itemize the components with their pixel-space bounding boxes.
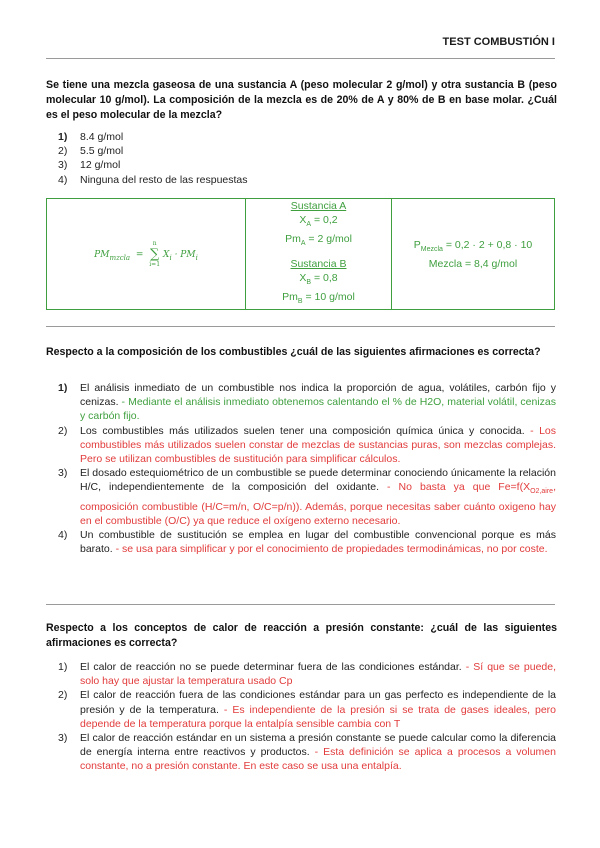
option-number: 4) (58, 529, 68, 542)
question-1-option-2 (58, 144, 556, 158)
substance-a-fraction: $X_A = 0,2$ (299, 214, 338, 229)
section-divider-1 (46, 326, 555, 327)
sum-upper: n (152, 239, 157, 247)
option-number: 3) (58, 467, 68, 480)
option-note: - se usa para simplificar y por el conocimiento de propiedades termodinámicas, no por coste. (112, 543, 548, 556)
data-cell (246, 199, 392, 310)
option-number: 4) (58, 173, 68, 186)
result-cell (392, 199, 555, 310)
question-1-option-3 (58, 158, 556, 172)
question-2-options (58, 381, 556, 557)
option-number: 2) (58, 145, 68, 158)
option-text: 8.4 g/mol (80, 131, 124, 143)
header-divider (46, 58, 555, 59)
substance-b-weight: $Pm_B = 10$ g/mol (282, 291, 355, 306)
question-2-option-4 (58, 528, 556, 556)
substance-b-title: Sustancia B (290, 258, 347, 271)
question-2-option-3 (58, 466, 556, 528)
question-3-option-1 (58, 660, 556, 688)
option-note: - Los combustibles más utilizados suelen constar de mezclas de sustancias puras, son mezclas complejas. Pero se utilizan combustibles de sustitución para simplificar cálculos. (80, 424, 556, 466)
option-number: 1) (58, 131, 68, 143)
option-text: El calor de reacción no se puede determinar fuera de las condiciones estándar. - Sí que se puede, solo hay que ajustar la temperatura usado Cp (80, 661, 557, 688)
option-text: El calor de reacción fuera de las condiciones estándar para un gas perfecto es independiente de la presión y de la temperatura. - Es independiente de la presión si se trata de gases ideales, pero depende de la temperatura porque la entalpía sensible cambia con T (80, 689, 557, 730)
option-text: El calor de reacción estándar en un sistema a presión constante se puede calcular como la diferencia de energía interna entre reactivos y productos. - Esta definición se aplica a procesos a volumen constante, no a presión constante. En este caso se usa una entalpía. (80, 732, 556, 773)
option-note: - Mediante el análisis inmediato obtenemos calentando el % de H2O, material volátil, cenizas y carbón fijo. (80, 396, 556, 423)
option-number: 1) (58, 382, 68, 394)
option-note: - Esta definición se aplica a procesos a volumen constante, no a presión constante. En este caso se usa una entalpía. (80, 746, 556, 773)
option-note: - Es independiente de la presión si se trata de gases ideales, pero depende de la temperatura porque la entalpía sensible cambia con T (80, 703, 557, 730)
option-text: 5.5 g/mol (80, 145, 124, 158)
formula-x-sub: i (169, 253, 172, 262)
substance-a-weight: $Pm_A = 2$ g/mol (285, 233, 352, 248)
option-text: El dosado estequiométrico de un combustible se puede determinar conociendo únicamente la relación H/C, independientemente de la composición del oxidante. - No basta ya que $Fe=f(X_{O2,aire}$, composición combustible (H/C=m/n, O/C=p/n)). Además, porque necesitas saber cuánto oxigeno hay en el combustible (O/C) ya que reduce el oxígeno externo necesario. (80, 467, 556, 527)
question-1-options (58, 130, 556, 187)
option-text: Un combustible de sustitución se emplea en lugar del combustible convencional porque es más barato. - se usa para simplificar y por el conocimiento de propiedades termodinámicas, no por coste. (80, 529, 556, 556)
molecular-weight-formula (94, 239, 198, 268)
question-3-option-3 (58, 731, 556, 774)
formula-pm-sub: i (195, 253, 198, 262)
sum-symbol: ∑ (150, 246, 160, 262)
formula-lhs: PM (94, 249, 110, 260)
section-divider-2 (46, 604, 555, 605)
result-expression: $P_{Mezcla} = 0,2 \cdot 2 + 0,8 \cdot 10$ (413, 238, 533, 253)
substance-a-title: Sustancia A (290, 200, 347, 212)
option-number: 2) (58, 424, 68, 437)
question-2-option-1 (58, 381, 556, 424)
formula-x: X (163, 249, 170, 260)
formula-pm: · PM (174, 249, 196, 260)
summation-sign (149, 240, 160, 269)
option-text: 12 g/mol (80, 159, 121, 172)
question-3-options (58, 660, 556, 774)
document-header: TEST COMBUSTIÓN I (442, 36, 555, 48)
question-2-option-2 (58, 424, 556, 467)
question-3-option-2 (58, 688, 556, 731)
question-2-title: Respecto a la composición de los combustibles ¿cuál de las siguientes afirmaciones es correcta? (46, 346, 541, 358)
option-text: Ninguna del resto de las respuestas (80, 173, 248, 186)
option-text: El análisis inmediato de un combustible nos indica la proporción de agua, volátiles, carbón fijo y cenizas. - Mediante el análisis inmediato obtenemos calentando el % de H2O, material volátil, cenizas y carbón fijo. (80, 382, 556, 423)
solution-box (46, 198, 555, 310)
question-1-option-1 (58, 130, 556, 144)
option-text: Los combustibles más utilizados suelen tener una composición química única y conocida. - Los combustibles más utilizados suelen constar de mezclas de sustancias puras, son mezclas complejas. Pero se utilizan combustibles de sustitución para simplificar cálculos. (80, 424, 556, 466)
formula-cell (47, 199, 246, 310)
option-number: 3) (58, 159, 68, 172)
question-1-option-4 (58, 173, 556, 187)
option-number: 3) (58, 732, 68, 745)
sum-lower: i=1 (149, 260, 161, 268)
option-note: - Sí que se puede, solo hay que ajustar la temperatura usado Cp (80, 661, 557, 688)
question-1-title: Se tiene una mezcla gaseosa de una sustancia A (peso molecular 2 g/mol) y otra sustancia B (peso molecular 10 g/mol). La composición de la mezcla es de 20% de A y 80% de B en base molar. ¿Cuál es el peso molecular de la mezcla? (46, 79, 557, 121)
result-value: Mezcla = 8,4 g/mol (428, 257, 518, 270)
formula-lhs-sub: mzcla (109, 253, 131, 262)
formula-equals: = (135, 249, 144, 260)
option-note: - No basta ya que $Fe=f(X_{O2,aire}$, composición combustible (H/C=m/n, O/C=p/n)). Además, porque necesitas saber cuánto oxigeno hay en el combustible (O/C) ya que reduce el oxígeno externo necesario. (80, 481, 556, 527)
substance-b-fraction: $X_B = 0,8$ (299, 272, 338, 287)
question-3-title: Respecto a los conceptos de calor de reacción a presión constante: ¿cuál de las siguientes afirmaciones es correcta? (46, 622, 557, 649)
option-number: 1) (58, 661, 68, 673)
option-number: 2) (58, 689, 68, 702)
